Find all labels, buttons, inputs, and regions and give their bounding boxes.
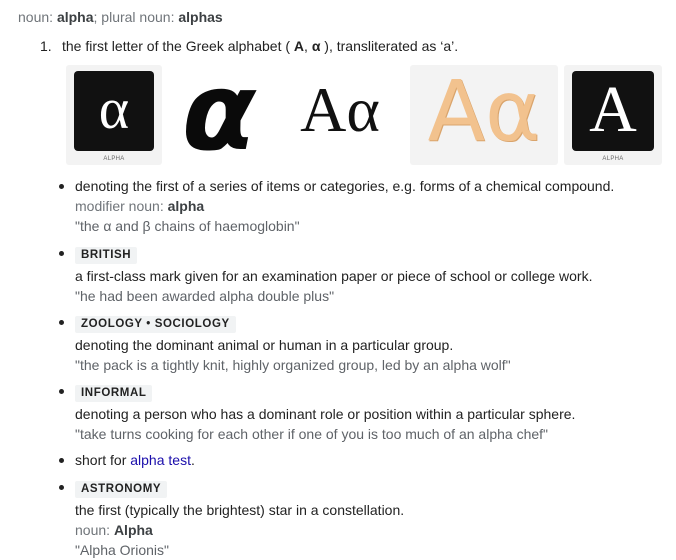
- alpha-glyph: Aα: [427, 65, 541, 160]
- plural-label: plural noun: [101, 9, 171, 25]
- alpha-glyph: α: [181, 65, 257, 165]
- register-label: BRITISH: [75, 247, 137, 264]
- image-strip: [66, 65, 662, 165]
- image-tile-3[interactable]: [276, 65, 404, 165]
- domain-label: ZOOLOGY • SOCIOLOGY: [75, 316, 236, 333]
- bullet: [59, 184, 64, 189]
- example: "take turns cooking for each other if one of you is too much of an alpha chef": [75, 426, 548, 442]
- sense-1-text-before: the first letter of the Greek alphabet (: [62, 38, 294, 54]
- alpha-glyph: α: [98, 76, 130, 141]
- image-tile-4[interactable]: [410, 65, 558, 165]
- example: "he had been awarded alpha double plus": [75, 288, 335, 304]
- image-tile-2[interactable]: [168, 65, 270, 165]
- subsense-1: [56, 176, 668, 236]
- alpha-test-link[interactable]: alpha test: [130, 452, 191, 468]
- subsense-6: [56, 477, 668, 560]
- bullet: [59, 389, 64, 394]
- sense-1: [40, 38, 458, 54]
- bullet: [59, 320, 64, 325]
- noun-label: noun:: [75, 522, 114, 538]
- capital-a-glyph: A: [589, 73, 637, 146]
- short-for-line: [75, 450, 668, 470]
- sense-1-text-after: ), transliterated as ‘a’.: [320, 38, 459, 54]
- alpha-glyph: Aα: [300, 74, 380, 145]
- definition: the first (typically the brightest) star in a constellation.: [75, 502, 405, 518]
- image-tile-5[interactable]: [564, 65, 662, 165]
- modifier-label: modifier noun:: [75, 198, 168, 214]
- example: "the pack is a tightly knit, highly organized group, led by an alpha wolf": [75, 357, 511, 373]
- bullet: [59, 251, 64, 256]
- subsense-list: [56, 176, 668, 560]
- register-label: INFORMAL: [75, 385, 152, 402]
- period: .: [190, 452, 195, 468]
- subsense-5: [56, 450, 668, 470]
- sense-number: 1.: [40, 38, 52, 54]
- definition: denoting the first of a series of items or categories, e.g. forms of a chemical compound.: [75, 178, 615, 194]
- bullet: [59, 485, 64, 490]
- noun-line: [75, 520, 668, 540]
- modifier-word: alpha: [167, 198, 205, 214]
- subsense-2: [56, 243, 668, 306]
- definition: a first-class mark given for an examination paper or piece of school or college work.: [75, 268, 593, 284]
- definition: denoting the dominant animal or human in a particular group.: [75, 337, 454, 353]
- example: "Alpha Orionis": [75, 542, 169, 558]
- image-tile-1[interactable]: [66, 65, 162, 165]
- sense-1-comma: ,: [304, 38, 312, 54]
- bullet: [59, 458, 64, 463]
- image-caption: ALPHA: [103, 156, 125, 162]
- plural-word: alphas: [178, 9, 223, 25]
- short-for-text: short for: [75, 452, 131, 468]
- definition: denoting a person who has a dominant role or position within a particular sphere.: [75, 406, 576, 422]
- image-caption: ALPHA: [602, 156, 624, 162]
- part-of-speech-line: noun: alpha; plural noun: alphas: [18, 9, 223, 25]
- subsense-3: [56, 312, 668, 375]
- example: "the α and β chains of haemoglobin": [75, 218, 300, 234]
- headword: alpha: [56, 9, 94, 25]
- sense-1-lower-letter: α: [311, 38, 321, 54]
- subsense-4: [56, 381, 668, 444]
- pos-label: noun: [18, 9, 50, 25]
- domain-label: ASTRONOMY: [75, 481, 167, 498]
- modifier-line: [75, 196, 668, 216]
- sense-1-upper-letter: A: [293, 38, 305, 54]
- noun-word: Alpha: [113, 522, 153, 538]
